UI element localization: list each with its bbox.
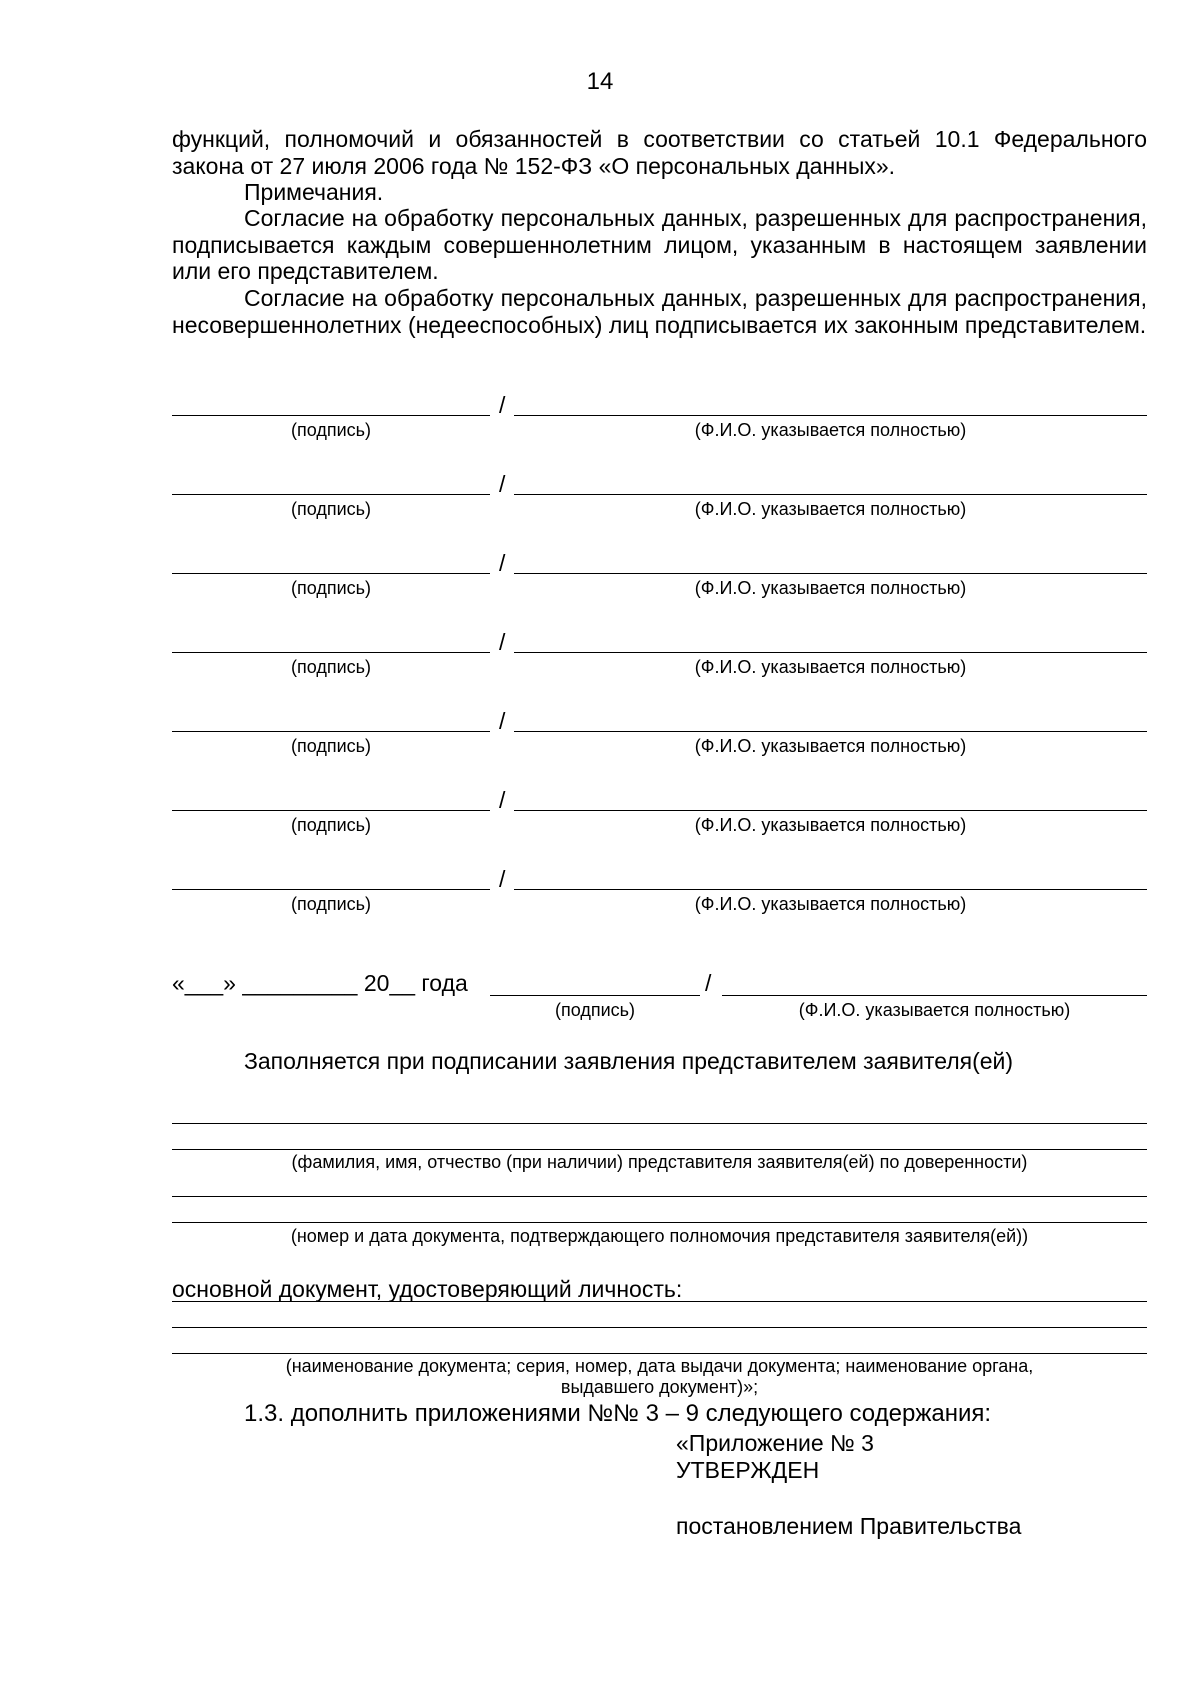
- fio-line[interactable]: [514, 494, 1147, 495]
- id-document-line[interactable]: [172, 1327, 1147, 1328]
- signature-line[interactable]: [172, 494, 490, 495]
- slash-separator: /: [499, 866, 506, 892]
- fio-line[interactable]: [514, 889, 1147, 890]
- fio-caption: (Ф.И.О. указывается полностью): [694, 420, 967, 440]
- authority-document-caption: (номер и дата документа, подтверждающего полномочия представителя заявителя(ей)): [290, 1226, 1029, 1246]
- fio-line[interactable]: [514, 731, 1147, 732]
- date-fio-line[interactable]: [722, 995, 1147, 996]
- signature-line[interactable]: [172, 573, 490, 574]
- page-number: 14: [586, 68, 614, 95]
- sign-caption: (подпись): [290, 578, 372, 598]
- representative-name-line[interactable]: [172, 1123, 1147, 1124]
- id-document-line[interactable]: [172, 1301, 1147, 1302]
- appendix-title: «Приложение № 3: [676, 1430, 874, 1456]
- intro-paragraph: функций, полномочий и обязанностей в соответствии со статьей 10.1 Федерального закона от 27 июля 2006 года № 152-ФЗ «О персональных данных».: [172, 126, 1147, 179]
- fio-caption: (Ф.И.О. указывается полностью): [694, 815, 967, 835]
- signature-line[interactable]: [172, 652, 490, 653]
- sign-caption: (подпись): [554, 1000, 636, 1020]
- sign-caption: (подпись): [290, 499, 372, 519]
- slash-separator: /: [499, 550, 506, 576]
- slash-separator: /: [499, 787, 506, 813]
- id-document-caption-line2: выдавшего документ)»;: [560, 1377, 759, 1397]
- note-1: Согласие на обработку персональных данных, разрешенных для распространения, подписывается каждым совершеннолетним лицом, указанным в настоящем заявлении или его представителем.: [172, 205, 1147, 284]
- date-signature-line[interactable]: [490, 995, 700, 996]
- slash-separator: /: [705, 970, 712, 996]
- fio-line[interactable]: [514, 573, 1147, 574]
- id-document-caption-line1: (наименование документа; серия, номер, дата выдачи документа; наименование органа,: [285, 1356, 1034, 1376]
- fio-caption: (Ф.И.О. указывается полностью): [694, 578, 967, 598]
- fio-line[interactable]: [514, 652, 1147, 653]
- signature-line[interactable]: [172, 731, 490, 732]
- authority-document-line[interactable]: [172, 1222, 1147, 1223]
- slash-separator: /: [499, 629, 506, 655]
- fio-caption: (Ф.И.О. указывается полностью): [694, 894, 967, 914]
- id-document-label: основной документ, удостоверяющий личность:: [172, 1276, 683, 1302]
- authority-document-line[interactable]: [172, 1196, 1147, 1197]
- notes-heading: Примечания.: [244, 179, 384, 205]
- sign-caption: (подпись): [290, 657, 372, 677]
- signature-line[interactable]: [172, 889, 490, 890]
- representative-name-line[interactable]: [172, 1149, 1147, 1150]
- sign-caption: (подпись): [290, 815, 372, 835]
- fio-caption: (Ф.И.О. указывается полностью): [694, 499, 967, 519]
- signature-line[interactable]: [172, 810, 490, 811]
- fio-line[interactable]: [514, 415, 1147, 416]
- representative-heading: Заполняется при подписании заявления представителем заявителя(ей): [244, 1048, 1014, 1074]
- sign-caption: (подпись): [290, 420, 372, 440]
- signature-line[interactable]: [172, 415, 490, 416]
- slash-separator: /: [499, 471, 506, 497]
- sign-caption: (подпись): [290, 736, 372, 756]
- fio-line[interactable]: [514, 810, 1147, 811]
- date-field[interactable]: «___» _________ 20__ года: [172, 970, 468, 996]
- id-document-line[interactable]: [172, 1353, 1147, 1354]
- approved-label: УТВЕРЖДЕН: [676, 1457, 820, 1483]
- slash-separator: /: [499, 392, 506, 418]
- representative-name-caption: (фамилия, имя, отчество (при наличии) представителя заявителя(ей) по доверенности): [291, 1152, 1028, 1172]
- sign-caption: (подпись): [290, 894, 372, 914]
- resolution-label: постановлением Правительства: [676, 1513, 1022, 1539]
- fio-caption: (Ф.И.О. указывается полностью): [694, 657, 967, 677]
- amendment-text: 1.3. дополнить приложениями №№ 3 – 9 следующего содержания:: [244, 1400, 992, 1427]
- fio-caption: (Ф.И.О. указывается полностью): [798, 1000, 1071, 1020]
- slash-separator: /: [499, 708, 506, 734]
- fio-caption: (Ф.И.О. указывается полностью): [694, 736, 967, 756]
- note-2: Согласие на обработку персональных данных, разрешенных для распространения, несовершеннолетних (недееспособных) лиц подписывается их законным представителем.: [172, 285, 1147, 338]
